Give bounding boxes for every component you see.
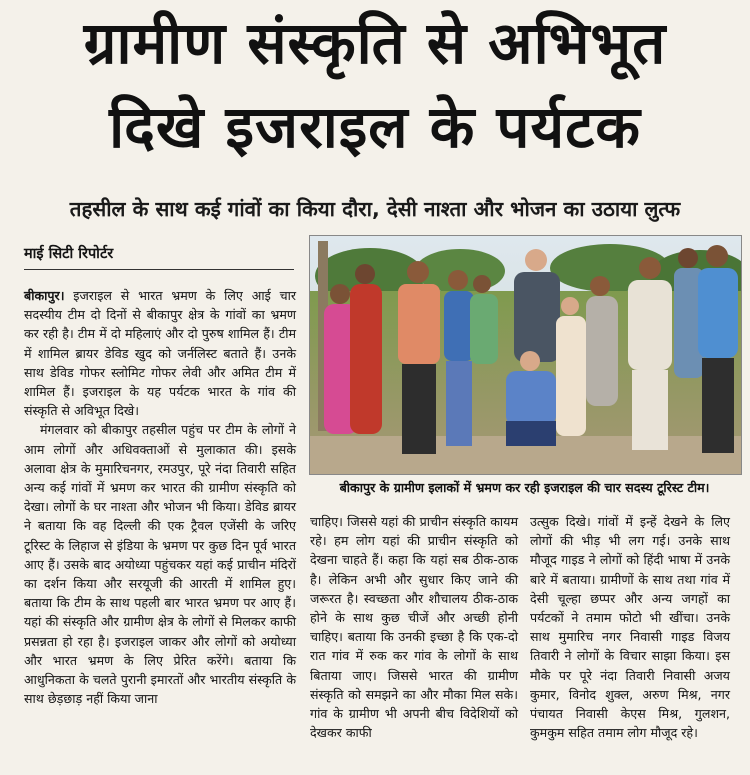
group-photo-illustration — [310, 236, 741, 474]
column-3-text: उत्सुक दिखे। गांवों में इन्हें देखने के लिए लोगों की भीड़ भी लग गई। उनके साथ मौजूद गाइड ने लोगों को हिंदी भाषा में उनके बारे में बताया। ग्रामीणों के साथ तथा गांव में देसी चूल्हा छप्पर और अन्य जगहों का पर्यटकों ने तमाम फोटो भी खींचा। उनके साथ मुमारिच नगर निवासी गाइड विजय तिवारी ने लोगों के विचार साझा किया। इस मौके पर पूरे नंदा तिवारी निवासी अजय कुमार, विनोद शुक्ल, अरुण मिश्र, नगर पंचायत निवासी केएस मिश्र, गुलशन, कुमकुम सहित तमाम लोग मौजूद रहे। — [530, 514, 730, 741]
article-column-3 — [530, 512, 730, 742]
photo-caption: बीकापुर के ग्रामीण इलाकों में भ्रमण कर रही इजराइल की चार सदस्य टूरिस्ट टीम। — [339, 480, 710, 495]
paragraph-2: मंगलवार को बीकापुर तहसील पहुंच पर टीम के लोगों ने आम लोगों और अधिवक्ताओं से मुलाकात की। इसके अलावा क्षेत्र के मुमारिचनगर, रमउपुर, पूरे नंदा तिवारी सहित अन्य कई गांवों में भ्रमण कर भारत की ग्रामीण संस्कृति को देखा। लोगों के घर नाश्ता और भोजन भी किया। डेविड ब्रायर ने बताया कि वह दिल्ली की एक ट्रैवल एजेंसी के जरिए टूरिस्ट के लिहाज से इंडिया के भ्रमण पर कुछ दिन पूर्व भारत आए हैं। उसके बाद अयोध्या पहुंचकर यहां कई प्राचीन मंदिरों का दर्शन किया और सरयूजी की आरती में शामिल हुए। बताया कि टीम के साथ पहली बार भारत भ्रमण पर आए हैं। यहां की संस्कृति और ग्रामीण क्षेत्र के लोगों से मिलकर काफी प्रसन्नता हो रहा है। इजराइल जाकर और लोगों को अयोध्या और भारत भ्रमण के लिए प्रेरित करेंगे। बताया कि आधुनिकता के चलते पुरानी इमारतों और भारतीय संस्कृति के साथ छेड़छाड़ नहीं किया जाना — [24, 422, 296, 707]
news-photo — [309, 235, 742, 475]
column-2-text: चाहिए। जिससे यहां की प्राचीन संस्कृति कायम रहे। हम लोग यहां की प्राचीन संस्कृति को देखना चाहते हैं। कहा कि यहां सब ठीक-ठाक है। लेकिन अभी और सुधार किए जाने की जरूरत है। स्वच्छता और शौचालय ठीक-ठाक होने के साथ कुछ चीजें और अच्छी होनी चाहिए। बताया कि उनकी इच्छा है कि एक-दो रात गांव में रुक कर गांव के लोगों के साथ बिताया जाए। जिससे भारत की ग्रामीण संस्कृति को समझने का और मौका मिल सके। गांव के ग्रामीण भी अपनी बीच विदेशियों को देखकर काफी — [310, 514, 518, 741]
subheadline: तहसील के साथ कई गांवों का किया दौरा, देसी नाश्ता और भोजन का उठाया लुत्फ — [69, 197, 681, 221]
article-column-2 — [310, 512, 518, 742]
article-column-1 — [24, 286, 296, 708]
paragraph-1 — [24, 286, 296, 420]
dateline: बीकापुर। — [24, 288, 65, 303]
byline: माई सिटी रिपोर्टर — [24, 243, 294, 270]
paragraph-1-text: इजराइल से भारत भ्रमण के लिए आई चार सदस्यीय टीम दो दिनों से बीकापुर क्षेत्र के गांवों का भ्रमण कर रही है। टीम में दो महिलाएं और दो पुरुष शामिल हैं। टीम में शामिल ब्रायर डेविड खुद को जर्नलिस्ट बताते हैं। उनके साथ डेविड गोफर स्लोमिट गोफर लेवी और अमित टीम में शामिल हैं। इजराइल के यह पर्यटक भारत के गांव की संस्कृति से अविभूत दिखे। — [24, 288, 296, 419]
headline-line-2: दिखे इजराइल के पर्यटक — [109, 93, 641, 161]
headline-line-1: ग्रामीण संस्कृति से अभिभूत — [83, 9, 667, 77]
